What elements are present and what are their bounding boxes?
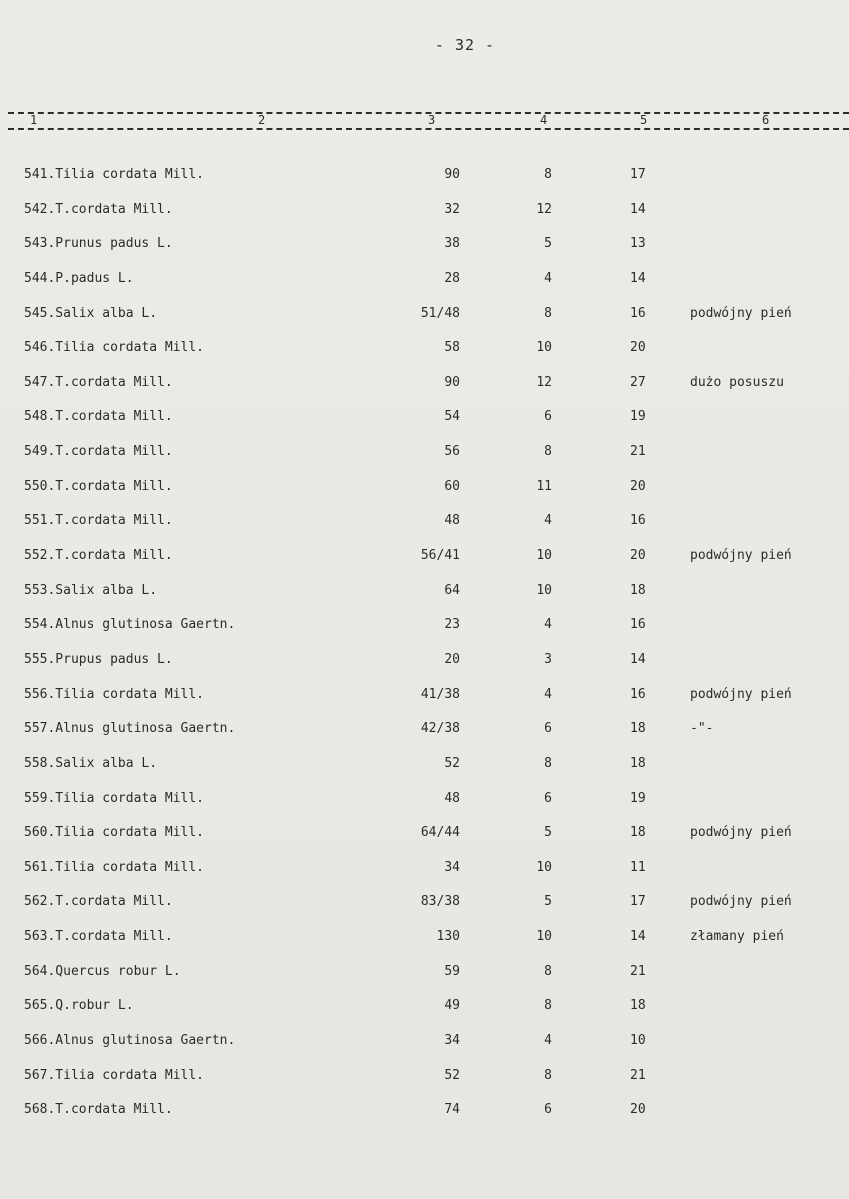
table-row	[0, 160, 849, 195]
column-3-cell: 38	[444, 236, 460, 252]
species-cell: 541.Tilia cordata Mill.	[24, 167, 205, 182]
column-4-cell: 8	[544, 963, 552, 979]
column-4-cell: 10	[536, 340, 552, 356]
remarks-cell: podwójny pień	[690, 825, 792, 841]
species-cell: 544.P.padus L.	[24, 270, 134, 286]
species-cell: 546.Tilia cordata Mill.	[24, 340, 205, 356]
species-cell: 556.Tilia cordata Mill.	[24, 686, 205, 702]
species-cell: 553.Salix alba L.	[24, 582, 158, 598]
column-4-cell: 3	[544, 651, 552, 667]
table-row	[0, 368, 849, 403]
remarks-cell: podwójny pień	[690, 894, 792, 910]
species-cell: 545.Salix alba L.	[24, 305, 158, 321]
remarks-cell: podwójny pień	[690, 548, 792, 564]
column-5-cell: 14	[630, 651, 646, 667]
species-cell: 567.Tilia cordata Mill.	[24, 1067, 205, 1083]
column-3-cell: 59	[444, 963, 460, 979]
column-5-cell: 21	[630, 444, 646, 460]
table-row	[0, 541, 849, 576]
species-cell: 568.T.cordata Mill.	[24, 1102, 173, 1118]
table-row	[0, 1026, 849, 1061]
tree-table	[0, 160, 849, 1130]
column-5-cell: 20	[630, 548, 646, 564]
remarks-cell: -"-	[690, 721, 714, 737]
column-4-cell: 5	[544, 236, 552, 252]
species-cell: 551.T.cordata Mill.	[24, 513, 173, 529]
column-5-cell: 21	[630, 963, 646, 979]
column-5-cell: 27	[630, 374, 646, 390]
table-row	[0, 853, 849, 888]
species-cell: 547.T.cordata Mill.	[24, 374, 173, 390]
column-4-cell: 10	[536, 859, 552, 875]
remarks-cell: podwójny pień	[690, 686, 792, 702]
species-cell: 559.Tilia cordata Mill.	[24, 790, 205, 806]
remarks-cell: dużo posuszu	[690, 374, 784, 390]
column-4-cell: 6	[544, 790, 552, 806]
column-5-cell: 20	[630, 478, 646, 494]
column-4-cell: 8	[544, 167, 552, 182]
table-row	[0, 506, 849, 541]
column-4-cell: 6	[544, 1102, 552, 1118]
column-4-cell: 10	[536, 929, 552, 945]
column-3-cell: 48	[444, 790, 460, 806]
column-4-cell: 4	[544, 270, 552, 286]
species-cell: 552.T.cordata Mill.	[24, 548, 173, 564]
species-cell: 562.T.cordata Mill.	[24, 894, 173, 910]
table-row	[0, 680, 849, 715]
column-5-cell: 14	[630, 201, 646, 217]
table-row	[0, 264, 849, 299]
column-3-cell: 64	[444, 582, 460, 598]
species-cell: 543.Prunus padus L.	[24, 236, 173, 252]
column-3-cell: 28	[444, 270, 460, 286]
table-row	[0, 645, 849, 680]
table-row	[0, 887, 849, 922]
column-3-cell: 52	[444, 755, 460, 771]
column-header-4: 4	[540, 113, 548, 127]
table-row	[0, 749, 849, 784]
column-4-cell: 4	[544, 513, 552, 529]
table-row	[0, 818, 849, 853]
column-5-cell: 18	[630, 582, 646, 598]
column-5-cell: 19	[630, 790, 646, 806]
column-3-cell: 20	[444, 651, 460, 667]
column-4-cell: 12	[536, 374, 552, 390]
column-3-cell: 90	[444, 167, 460, 182]
column-5-cell: 19	[630, 409, 646, 425]
column-3-cell: 83/38	[420, 894, 460, 910]
column-5-cell: 16	[630, 513, 646, 529]
table-row	[0, 610, 849, 645]
column-header-5: 5	[640, 113, 648, 127]
remarks-cell: złamany pień	[690, 929, 784, 945]
column-3-cell: 23	[444, 617, 460, 633]
column-5-cell: 16	[630, 617, 646, 633]
column-4-cell: 12	[536, 201, 552, 217]
column-4-cell: 10	[536, 548, 552, 564]
column-5-cell: 18	[630, 721, 646, 737]
column-3-cell: 52	[444, 1067, 460, 1083]
column-3-cell: 48	[444, 513, 460, 529]
column-5-cell: 18	[630, 825, 646, 841]
header-rule-bottom	[8, 128, 849, 130]
species-cell: 560.Tilia cordata Mill.	[24, 825, 205, 841]
species-cell: 548.T.cordata Mill.	[24, 409, 173, 425]
column-3-cell: 74	[444, 1102, 460, 1118]
column-4-cell: 5	[544, 894, 552, 910]
column-4-cell: 6	[544, 409, 552, 425]
column-5-cell: 17	[630, 894, 646, 910]
column-5-cell: 18	[630, 998, 646, 1014]
column-5-cell: 10	[630, 1033, 646, 1049]
column-4-cell: 11	[536, 478, 552, 494]
species-cell: 554.Alnus glutinosa Gaertn.	[24, 617, 236, 633]
table-row	[0, 957, 849, 992]
column-3-cell: 54	[444, 409, 460, 425]
table-row	[0, 229, 849, 264]
column-header-3: 3	[428, 113, 436, 127]
column-5-cell: 13	[630, 236, 646, 252]
species-cell: 563.T.cordata Mill.	[24, 929, 173, 945]
column-5-cell: 14	[630, 929, 646, 945]
column-4-cell: 10	[536, 582, 552, 598]
species-cell: 561.Tilia cordata Mill.	[24, 859, 205, 875]
column-5-cell: 20	[630, 1102, 646, 1118]
column-5-cell: 17	[630, 167, 646, 182]
column-5-cell: 16	[630, 305, 646, 321]
column-4-cell: 5	[544, 825, 552, 841]
column-3-cell: 58	[444, 340, 460, 356]
species-cell: 558.Salix alba L.	[24, 755, 158, 771]
species-cell: 542.T.cordata Mill.	[24, 201, 173, 217]
species-cell: 549.T.cordata Mill.	[24, 444, 173, 460]
table-row	[0, 784, 849, 819]
table-row	[0, 991, 849, 1026]
species-cell: 564.Quercus robur L.	[24, 963, 181, 979]
table-row	[0, 472, 849, 507]
column-5-cell: 16	[630, 686, 646, 702]
column-4-cell: 8	[544, 998, 552, 1014]
column-4-cell: 8	[544, 305, 552, 321]
species-cell: 555.Prupus padus L.	[24, 651, 173, 667]
column-4-cell: 6	[544, 721, 552, 737]
species-cell: 565.Q.robur L.	[24, 998, 134, 1014]
species-cell: 550.T.cordata Mill.	[24, 478, 173, 494]
column-3-cell: 56	[444, 444, 460, 460]
column-3-cell: 130	[436, 929, 460, 945]
column-4-cell: 8	[544, 755, 552, 771]
column-3-cell: 41/38	[420, 686, 460, 702]
table-row	[0, 333, 849, 368]
table-row	[0, 402, 849, 437]
column-4-cell: 8	[544, 444, 552, 460]
column-4-cell: 4	[544, 686, 552, 702]
species-cell: 557.Alnus glutinosa Gaertn.	[24, 721, 236, 737]
page-number: - 32 -	[434, 36, 496, 54]
column-5-cell: 14	[630, 270, 646, 286]
table-row	[0, 1061, 849, 1096]
column-3-cell: 42/38	[420, 721, 460, 737]
species-cell: 566.Alnus glutinosa Gaertn.	[24, 1033, 236, 1049]
table-row	[0, 1095, 849, 1130]
column-4-cell: 4	[544, 1033, 552, 1049]
column-5-cell: 20	[630, 340, 646, 356]
column-3-cell: 51/48	[420, 305, 460, 321]
column-header-1: 1	[30, 113, 38, 127]
table-row	[0, 714, 849, 749]
column-5-cell: 11	[630, 859, 646, 875]
column-header-2: 2	[258, 113, 266, 127]
table-row	[0, 195, 849, 230]
column-3-cell: 32	[444, 201, 460, 217]
column-5-cell: 18	[630, 755, 646, 771]
column-5-cell: 21	[630, 1067, 646, 1083]
column-3-cell: 34	[444, 859, 460, 875]
table-row	[0, 299, 849, 334]
column-3-cell: 64/44	[420, 825, 460, 841]
column-4-cell: 4	[544, 617, 552, 633]
table-row	[0, 437, 849, 472]
column-3-cell: 49	[444, 998, 460, 1014]
column-header-6: 6	[762, 113, 770, 127]
remarks-cell: podwójny pień	[690, 305, 792, 321]
column-3-cell: 90	[444, 374, 460, 390]
column-4-cell: 8	[544, 1067, 552, 1083]
column-3-cell: 56/41	[420, 548, 460, 564]
column-3-cell: 60	[444, 478, 460, 494]
table-row	[0, 576, 849, 611]
table-row	[0, 922, 849, 957]
column-3-cell: 34	[444, 1033, 460, 1049]
